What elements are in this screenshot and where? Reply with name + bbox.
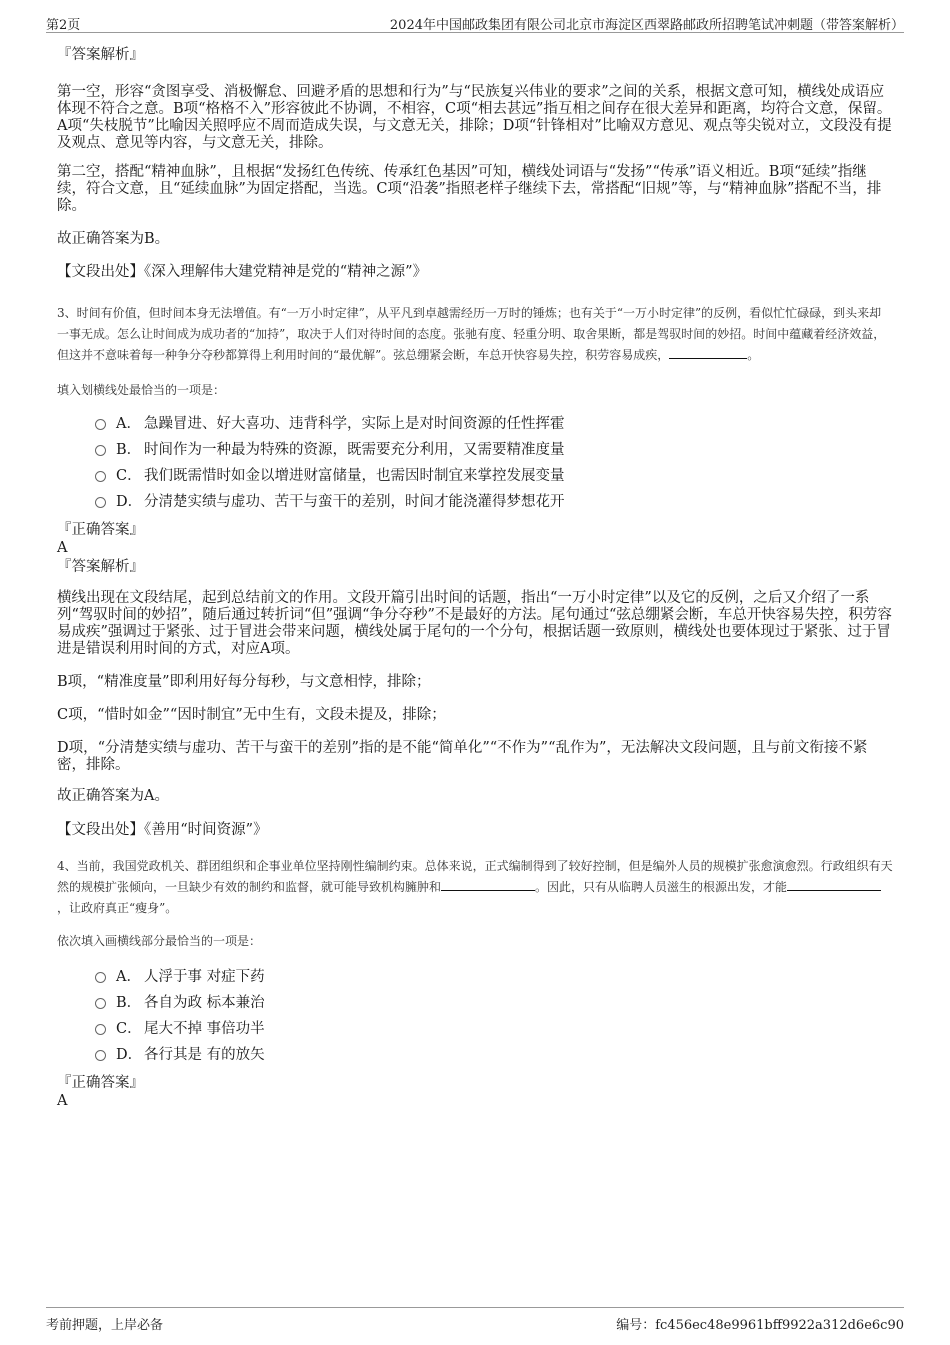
- q3-blank: [669, 346, 747, 359]
- radio-icon[interactable]: [95, 471, 106, 482]
- q3-option-c[interactable]: [95, 463, 893, 489]
- page-footer: [46, 1307, 904, 1332]
- q3-option-d-letter: D．: [116, 494, 143, 510]
- q3-analysis-p3: C项，“惜时如金”“因时制宜”无中生有，文段未提及，排除；: [57, 707, 446, 723]
- q4-blank-1: [441, 878, 535, 891]
- q2-analysis-p2: 第二空，搭配“精神血脉”，且根据“发扬红色传统、传承红色基因”可知，横线处词语与“发扬”“传承”语义相近。B项“延续”指继续，符合文意，且“延续血脉”为固定搭配，当选。C项“沿袭”指照老样子继续下去，常搭配“旧规”等，与“精神血脉”搭配不当，排除。: [57, 164, 882, 214]
- q4-option-b-text: 各自为政 标本兼治: [144, 995, 265, 1011]
- q4-option-d-letter: D．: [116, 1047, 143, 1063]
- q4-blank-2: [787, 878, 881, 891]
- q2-analysis-label: 『答案解析』: [57, 47, 144, 63]
- q3-analysis-label: 『答案解析』: [57, 559, 144, 575]
- q4-stem-text-c: ，让政府真正“瘦身”。: [57, 901, 178, 915]
- radio-icon[interactable]: [95, 1024, 106, 1035]
- q3-conclusion: 故正确答案为A。: [57, 788, 169, 804]
- document-body: [57, 40, 893, 1110]
- q4-option-c-letter: C．: [116, 1021, 142, 1037]
- q3-analysis-p2: B项，“精准度量”即利用好每分每秒，与文意相悖，排除；: [57, 674, 431, 690]
- q3-option-c-letter: C．: [116, 468, 142, 484]
- q3-analysis-p4: D项，“分清楚实绩与虚功、苦干与蛮干的差别”指的是不能“简单化”“不作为”“乱作为”，无法解决文段问题，且与前文衔接不紧密，排除。: [57, 740, 868, 773]
- q4-stem: [57, 856, 893, 919]
- radio-icon[interactable]: [95, 419, 106, 430]
- q4-prompt: 依次填入画横线部分最恰当的一项是：: [57, 934, 262, 948]
- radio-icon[interactable]: [95, 998, 106, 1009]
- q2-source: 【文段出处】《深入理解伟大建党精神是党的“精神之源”》: [57, 264, 428, 280]
- q4-option-b-letter: B．: [116, 995, 142, 1011]
- page-number: 第2页: [46, 18, 81, 33]
- q3-option-d[interactable]: [95, 489, 893, 515]
- q4-option-d[interactable]: [95, 1042, 893, 1068]
- q4-stem-text-b: 。因此，只有从临聘人员滋生的根源出发，才能: [535, 880, 788, 894]
- q4-option-c-text: 尾大不掉 事倍功半: [144, 1021, 265, 1037]
- page-header: [46, 12, 904, 33]
- radio-icon[interactable]: [95, 972, 106, 983]
- document-title: 2024年中国邮政集团有限公司北京市海淀区西翠路邮政所招聘笔试冲刺题（带答案解析）: [389, 18, 904, 33]
- q3-answer-label: 『正确答案』: [57, 522, 144, 538]
- q3-stem-text: 3、时间有价值，但时间本身无法增值。有“一万小时定律”，从平凡到卓越需经历一万时的锤炼；也有关于“一万小时定律”的反例，看似忙忙碌碌，到头来却一事无成。怎么让时间成为成功者的“加持”，取决于人们对待时间的态度。张驰有度、轻重分明、取舍果断，都是驾驭时间的妙招。时间中蕴藏着经济效益，但这并不意味着每一种争分夺秒都算得上利用时间的“最优解”。弦总绷紧会断，车总开快容易失控，积劳容易成疾，: [57, 306, 886, 362]
- q2-analysis-p1: 第一空，形容“贪图享受、消极懈怠、回避矛盾的思想和行为”与“民族复兴伟业的要求”之间的关系，根据文意可知，横线处成语应体现不符合之意。B项“格格不入”形容彼此不协调，不相容，C项“相去甚远”指互相之间存在很大差异和距离，均符合文意，保留。A项“失枝脱节”比喻因关照呼应不周而造成失误，与文意无关，排除；D项“针锋相对”比喻双方意见、观点等尖锐对立，文段没有提及观点、意见等内容，与文意无关，排除。: [57, 84, 892, 151]
- q4-answer-label: 『正确答案』: [57, 1075, 144, 1091]
- q2-conclusion: 故正确答案为B。: [57, 231, 170, 247]
- radio-icon[interactable]: [95, 445, 106, 456]
- q3-option-a-letter: A．: [116, 416, 141, 432]
- radio-icon[interactable]: [95, 1050, 106, 1061]
- q3-option-a[interactable]: [95, 411, 893, 437]
- q3-stem-end: 。: [747, 348, 760, 362]
- q3-option-d-text: 分清楚实绩与虚功、苦干与蛮干的差别，时间才能浇灌得梦想花开: [144, 494, 565, 510]
- q3-option-b-text: 时间作为一种最为特殊的资源，既需要充分利用，又需要精准度量: [144, 442, 565, 458]
- q4-option-d-text: 各行其是 有的放矢: [144, 1047, 265, 1063]
- q4-option-a-letter: A．: [116, 969, 141, 985]
- q4-stem-text-a: 4、当前，我国党政机关、群团组织和企事业单位坚持刚性编制约束。总体来说，正式编制得到了较好控制，但是编外人员的规模扩张愈演愈烈。行政组织有天然的规模扩张倾向，一旦缺少有效的制约和监督，就可能导致机构臃肿和: [57, 859, 893, 894]
- footer-serial: 编号：fc456ec48e9961bff9922a312d6e6c90: [616, 1318, 904, 1333]
- q3-options: [95, 411, 893, 515]
- q3-prompt: 填入划横线处最恰当的一项是：: [57, 383, 226, 397]
- q3-analysis-p1: 横线出现在文段结尾，起到总结前文的作用。文段开篇引出时间的话题，指出“一万小时定律”以及它的反例，之后又介绍了一系列“驾驭时间的妙招”，随后通过转折词“但”强调“争分夺秒”不是最好的方法。尾句通过“弦总绷紧会断，车总开快容易失控，积劳容易成疾”强调过于紧张、过于冒进会带来问题，横线处属于尾句的一个分句，根据话题一致原则，横线处也要体现过于紧张、过于冒进是错误利用时间的方式，对应A项。: [57, 590, 892, 657]
- footer-slogan: 考前押题，上岸必备: [46, 1318, 164, 1333]
- q3-answer: A: [57, 540, 68, 556]
- q4-option-a[interactable]: [95, 964, 893, 990]
- q3-option-a-text: 急躁冒进、好大喜功、违背科学，实际上是对时间资源的任性挥霍: [144, 416, 565, 432]
- q4-option-b[interactable]: [95, 990, 893, 1016]
- q4-option-a-text: 人浮于事 对症下药: [144, 969, 265, 985]
- q4-answer: A: [57, 1093, 68, 1109]
- q4-option-c[interactable]: [95, 1016, 893, 1042]
- radio-icon[interactable]: [95, 497, 106, 508]
- q3-stem: [57, 303, 893, 366]
- q3-option-b-letter: B．: [116, 442, 142, 458]
- q3-option-b[interactable]: [95, 437, 893, 463]
- q3-option-c-text: 我们既需惜时如金以增进财富储量，也需因时制宜来掌控发展变量: [144, 468, 565, 484]
- q3-source: 【文段出处】《善用“时间资源”》: [57, 822, 268, 838]
- q4-options: [95, 964, 893, 1068]
